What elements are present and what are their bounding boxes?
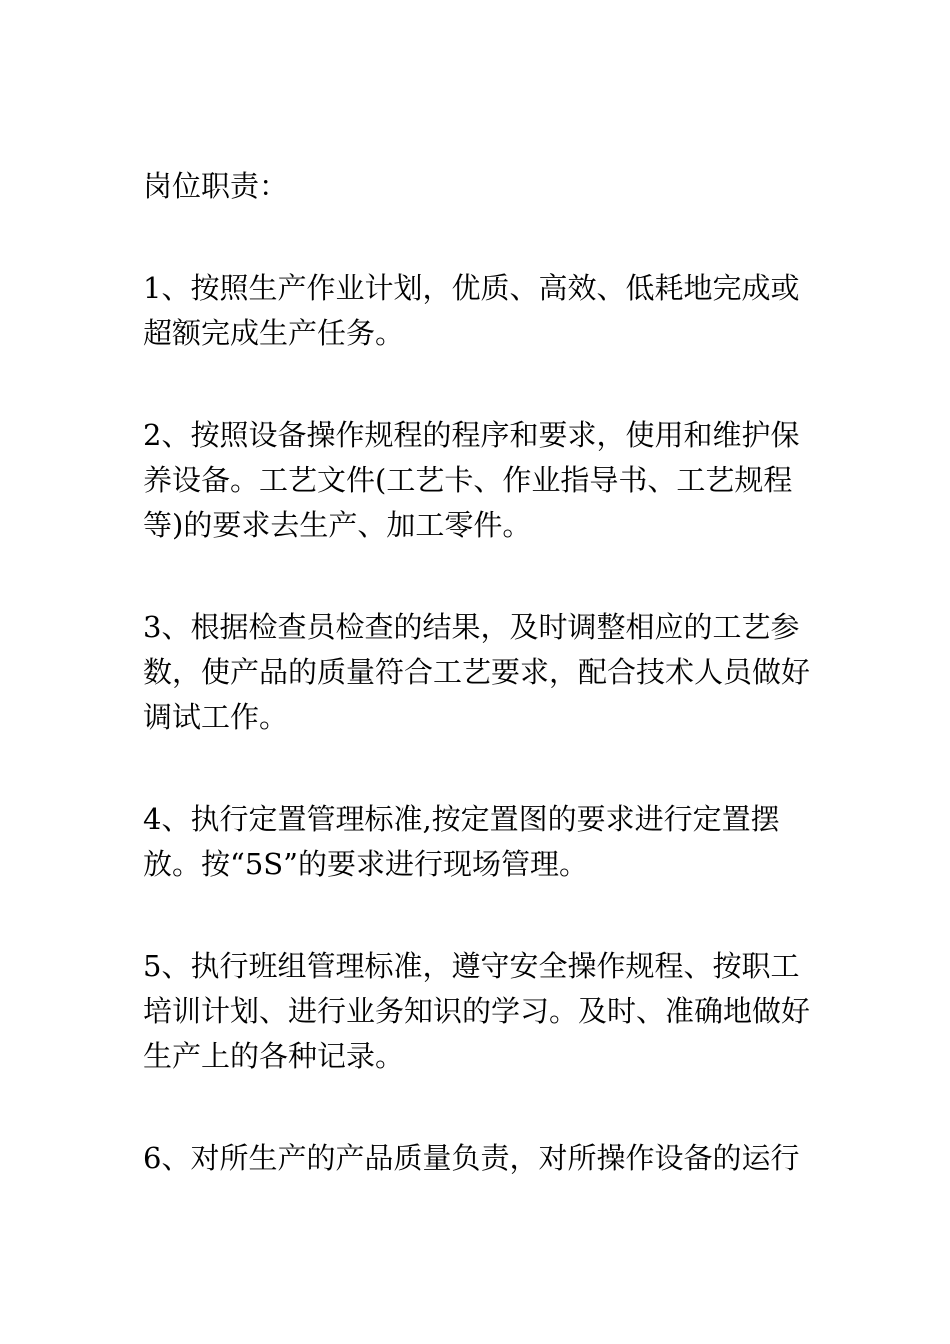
duty-item-1: [143, 266, 811, 356]
duty-item-5: [143, 944, 811, 1079]
text-line: 等)的要求去生产、加工零件。: [143, 508, 532, 542]
text-line: 培训计划、进行业务知识的学习。及时、准确地做好: [143, 994, 811, 1028]
text-line: 调试工作。: [143, 700, 289, 734]
text-line: 数，使产品的质量符合工艺要求，配合技术人员做好: [143, 655, 811, 689]
text-line: 1、按照生产作业计划，优质、高效、低耗地完成或: [143, 271, 800, 305]
document-page: [143, 164, 811, 1238]
text-line: 5、执行班组管理标准，遵守安全操作规程、按职工: [143, 949, 800, 983]
text-line: 3、根据检查员检查的结果，及时调整相应的工艺参: [143, 610, 800, 644]
text-line: 生产上的各种记录。: [143, 1039, 405, 1073]
text-line: 6、对所生产的产品质量负责，对所操作设备的运行: [143, 1141, 800, 1175]
duty-item-2: [143, 413, 811, 548]
text-line: 2、按照设备操作规程的程序和要求，使用和维护保: [143, 418, 800, 452]
text-line: 超额完成生产任务。: [143, 316, 405, 350]
text-line: 4、执行定置管理标准,按定置图的要求进行定置摆: [143, 802, 780, 836]
duty-item-6: [143, 1136, 811, 1181]
text-line: 养设备。工艺文件(工艺卡、作业指导书、工艺规程: [143, 463, 793, 497]
duty-item-4: [143, 797, 811, 887]
section-heading: 岗位职责：: [143, 169, 289, 203]
text-line: 放。按“5S”的要求进行现场管理。: [143, 847, 588, 881]
duty-item-3: [143, 605, 811, 740]
